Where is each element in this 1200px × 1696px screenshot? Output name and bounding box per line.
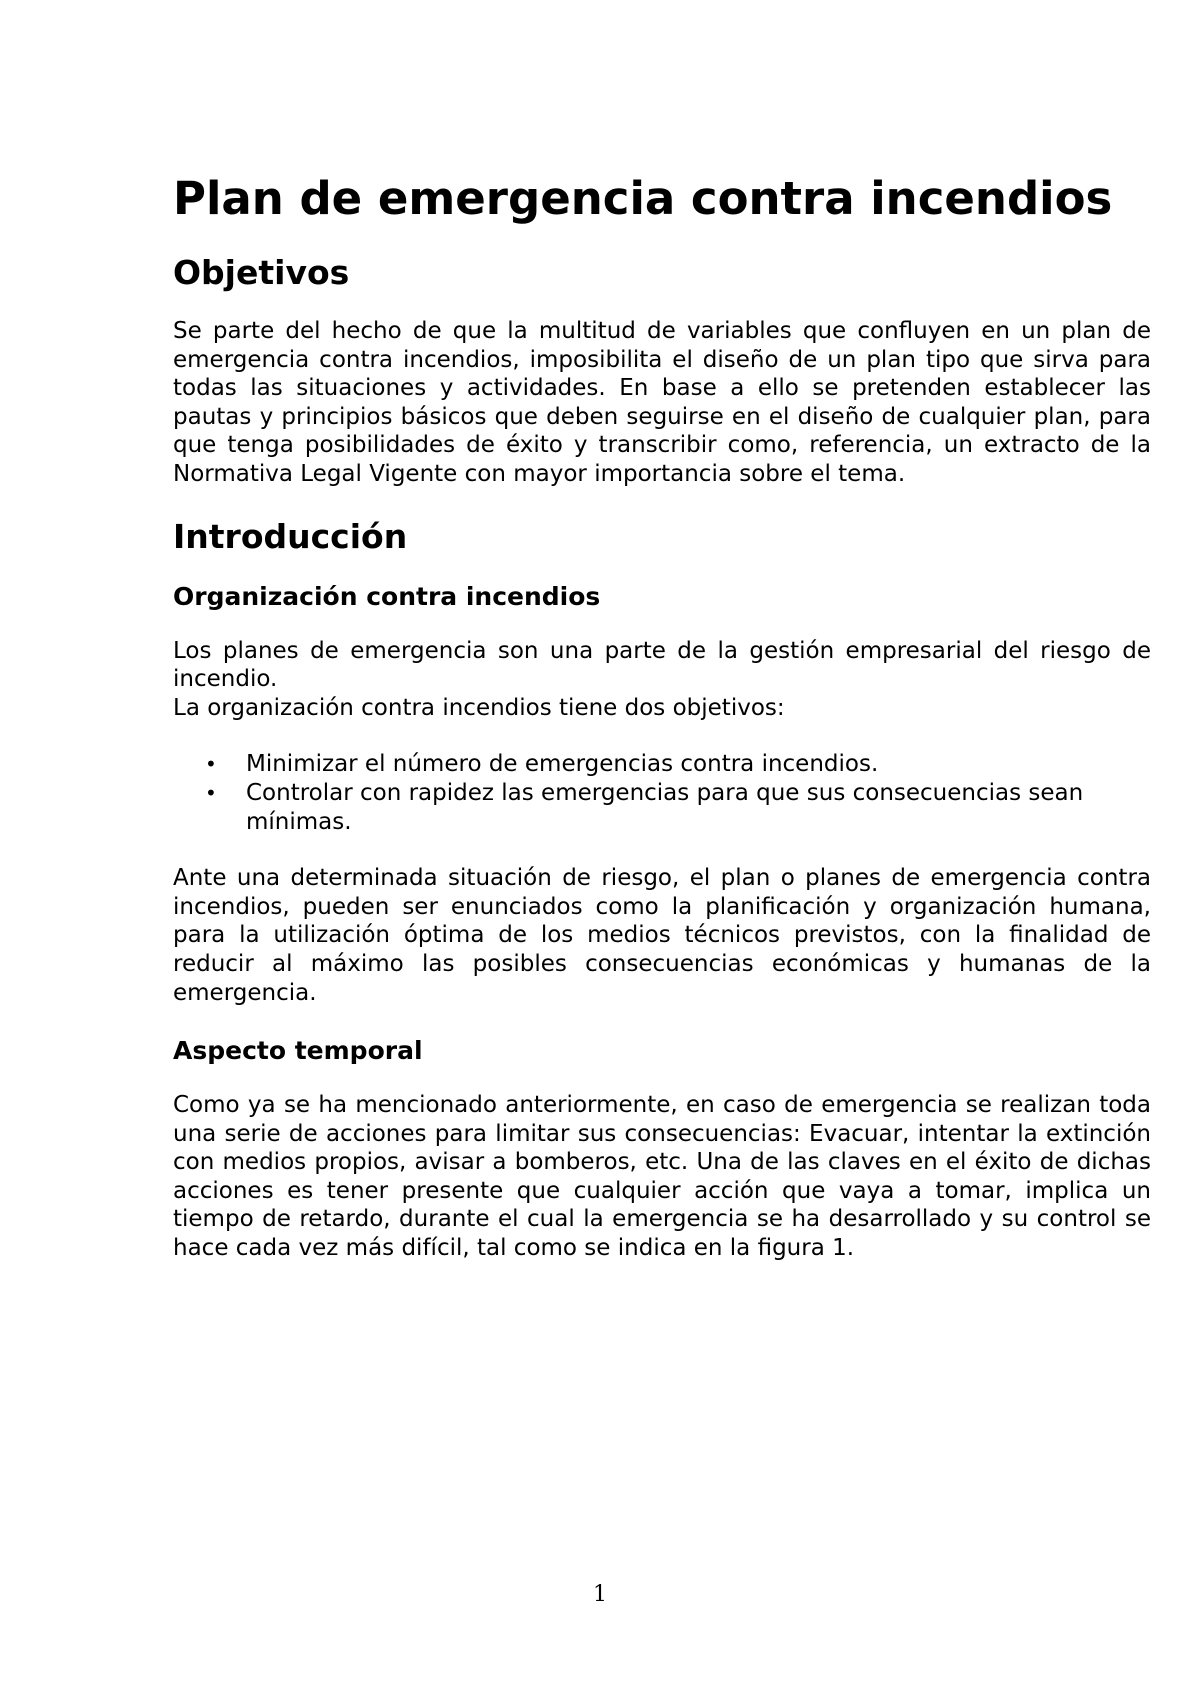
document-page <box>173 170 1151 1291</box>
list-item-text: Minimizar el número de emergencias contra incendios. <box>246 751 879 778</box>
document-title: Plan de emergencia contra incendios <box>173 172 1113 225</box>
aspecto-temporal-paragraph: Como ya se ha mencionado anteriormente, en caso de emergencia se realizan toda una serie de acciones para limitar sus consecuencias: Evacuar, intentar la extinción con medios propios, avisar a bomberos, etc. Una de las claves en el éxito de dichas acciones es tener presente que cualquier acción que vaya a tomar, implica un tiempo de retardo, durante el cual la emergencia se ha desarrollado y su control se hace cada vez más difícil, tal como se indica en la figura 1. <box>173 1092 1151 1262</box>
organizacion-paragraph-3: Ante una determinada situación de riesgo, el plan o planes de emergencia contra incendios, pueden ser enunciados como la planificación y organización humana, para la utilización óptima de los medios técnicos previstos, con la finalidad de reducir al máximo las posibles consecuencias económicas y humanas de la emergencia. <box>173 865 1151 1006</box>
subsection-heading-organizacion: Organización contra incendios <box>173 581 601 611</box>
bullet-icon: • <box>205 752 217 777</box>
page-number: 1 <box>593 1582 607 1607</box>
organizacion-paragraph-1: Los planes de emergencia son una parte de la gestión empresarial del riesgo de incendio. <box>173 637 1151 693</box>
list-item <box>173 750 1151 779</box>
list-item <box>173 779 1151 836</box>
bullet-icon: • <box>205 780 217 805</box>
list-item-text: Controlar con rapidez las emergencias para que sus consecuencias sean mínimas. <box>246 779 1084 835</box>
section-heading-introduccion: Introducción <box>173 516 408 556</box>
objetivos-paragraph: Se parte del hecho de que la multitud de variables que confluyen en un plan de emergencia contra incendios, imposibilita el diseño de un plan tipo que sirva para todas las situaciones y actividades. En base a ello se pretenden establecer las pautas y principios básicos que deben seguirse en el diseño de cualquier plan, para que tenga posibilidades de éxito y transcribir como, referencia, un extracto de la Normativa Legal Vigente con mayor importancia sobre el tema. <box>173 318 1151 487</box>
subsection-heading-aspecto-temporal: Aspecto temporal <box>173 1036 423 1066</box>
objetivos-bullet-list <box>173 750 1151 836</box>
organizacion-paragraph-2: La organización contra incendios tiene dos objetivos: <box>173 694 785 721</box>
section-heading-objetivos: Objetivos <box>173 253 350 292</box>
